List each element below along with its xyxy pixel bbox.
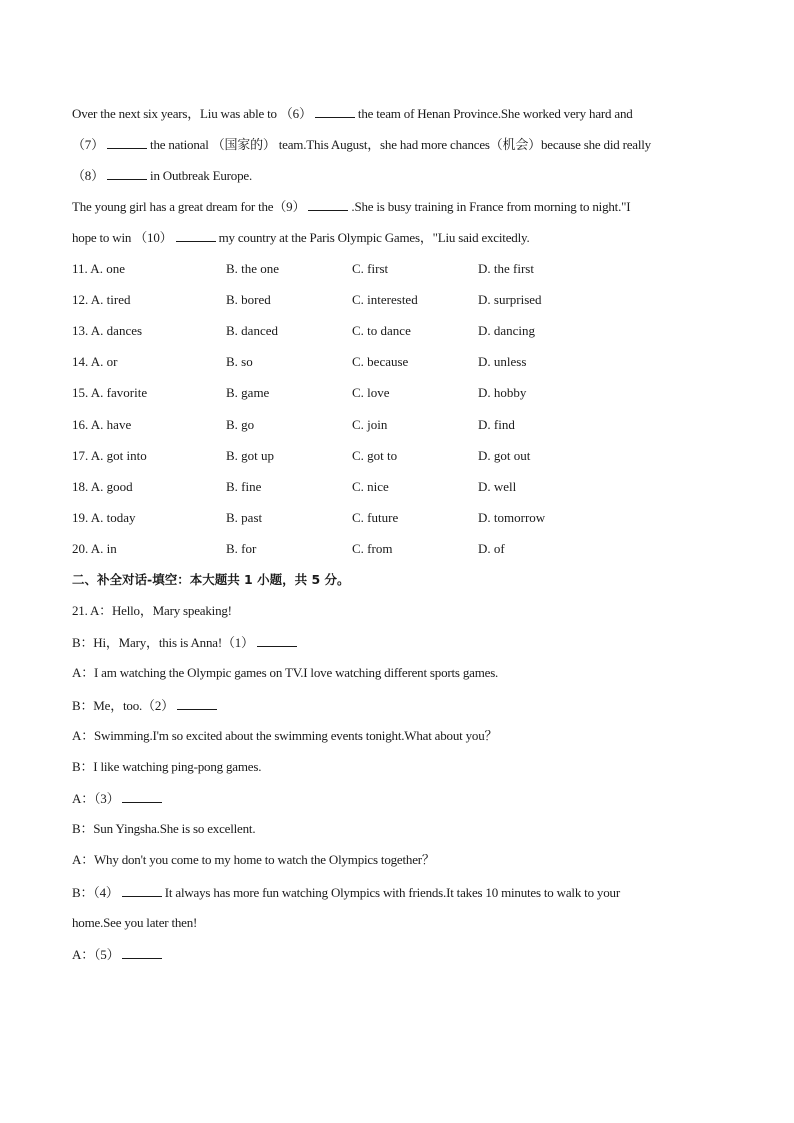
passage-text: my country at the Paris Olympic Games，"Liu said excitedly. (218, 230, 530, 245)
question-row-20 (72, 541, 732, 557)
dialogue-text: A：（5） (72, 947, 120, 962)
dialogue-line-12 (72, 946, 732, 963)
option-c[interactable]: C. because (352, 354, 409, 369)
blank-10[interactable] (176, 229, 216, 242)
option-a[interactable]: 13. A. dances (72, 323, 143, 338)
option-b[interactable]: B. so (226, 354, 253, 369)
passage-text: The young girl has a great dream for the（9） (72, 199, 306, 214)
dialogue-line-8: B：Sun Yingsha.She is so excellent. (72, 821, 256, 836)
option-d[interactable]: D. dancing (478, 323, 536, 338)
passage-text: .She is busy training in France from morning to night."I (351, 199, 631, 214)
dialogue-line-11: home.See you later then! (72, 915, 198, 930)
passage-text: the national （国家的） team.This August，she had more chances（机会）because she did really (150, 137, 651, 152)
blank-8[interactable] (107, 167, 147, 180)
dialogue-blank-2[interactable] (177, 697, 217, 710)
dialogue-line-4 (72, 697, 732, 714)
question-row-18 (72, 479, 732, 495)
question-row-11 (72, 261, 732, 277)
option-a[interactable]: 18. A. good (72, 479, 133, 494)
passage-text: Over the next six years，Liu was able to （6） (72, 106, 312, 121)
option-b[interactable]: B. fine (226, 479, 262, 494)
option-c[interactable]: C. first (352, 261, 389, 276)
option-a[interactable]: 16. A. have (72, 417, 132, 432)
option-c[interactable]: C. to dance (352, 323, 411, 338)
dialogue-text: It always has more fun watching Olympics with friends.It takes 10 minutes to walk to your (164, 885, 620, 900)
dialogue-text: B：Me，too.（2） (72, 698, 174, 713)
dialogue-line-3: A：I am watching the Olympic games on TV.I love watching different sports games. (72, 665, 499, 680)
option-a[interactable]: 14. A. or (72, 354, 118, 369)
option-a[interactable]: 17. A. got into (72, 448, 147, 463)
option-c[interactable]: C. from (352, 541, 393, 556)
option-b[interactable]: B. go (226, 417, 255, 432)
passage-line-4 (72, 198, 732, 215)
option-d[interactable]: D. tomorrow (478, 510, 546, 525)
dialogue-line-10 (72, 884, 732, 901)
option-b[interactable]: B. for (226, 541, 257, 556)
dialogue-blank-4[interactable] (122, 884, 162, 897)
dialogue-text: B：（4） (72, 885, 119, 900)
option-c[interactable]: C. interested (352, 292, 418, 307)
option-d[interactable]: D. got out (478, 448, 531, 463)
question-row-12 (72, 292, 732, 308)
dialogue-line-9: A：Why don't you come to my home to watch the Olympics together？ (72, 852, 435, 867)
dialogue-line-7 (72, 790, 732, 807)
option-a[interactable]: 15. A. favorite (72, 385, 148, 400)
blank-9[interactable] (308, 198, 348, 211)
option-b[interactable]: B. got up (226, 448, 275, 463)
dialogue-blank-5[interactable] (122, 946, 162, 959)
blank-7[interactable] (107, 136, 147, 149)
passage-text: hope to win （10） (72, 230, 173, 245)
passage-text: （7） (72, 137, 104, 152)
section-heading: 二、补全对话-填空：本大题共 1 小题，共 5 分。 (72, 572, 350, 587)
option-d[interactable]: D. find (478, 417, 515, 432)
option-a[interactable]: 20. A. in (72, 541, 117, 556)
dialogue-line-6: B：I like watching ping-pong games. (72, 759, 262, 774)
dialogue-blank-1[interactable] (257, 634, 297, 647)
question-row-13 (72, 323, 732, 339)
option-b[interactable]: B. the one (226, 261, 280, 276)
dialogue-line-5: A：Swimming.I'm so excited about the swimming events tonight.What about you？ (72, 728, 498, 743)
option-b[interactable]: B. danced (226, 323, 278, 338)
blank-6[interactable] (315, 105, 355, 118)
dialogue-line-1: 21. A：Hello，Mary speaking! (72, 603, 232, 618)
option-d[interactable]: D. well (478, 479, 517, 494)
option-b[interactable]: B. game (226, 385, 270, 400)
passage-text: in Outbreak Europe. (150, 168, 253, 183)
passage-line-1 (72, 105, 732, 122)
question-row-19 (72, 510, 732, 526)
passage-line-2 (72, 136, 732, 153)
passage-text: the team of Henan Province.She worked very hard and (357, 106, 633, 121)
option-a[interactable]: 19. A. today (72, 510, 136, 525)
dialogue-text: B：Hi，Mary，this is Anna!（1） (72, 635, 254, 650)
passage-text: （8） (72, 168, 104, 183)
option-d[interactable]: D. surprised (478, 292, 542, 307)
option-d[interactable]: D. the first (478, 261, 534, 276)
option-d[interactable]: D. hobby (478, 385, 527, 400)
dialogue-text: A：（3） (72, 791, 120, 806)
option-a[interactable]: 11. A. one (72, 261, 125, 276)
option-c[interactable]: C. join (352, 417, 388, 432)
option-b[interactable]: B. past (226, 510, 263, 525)
dialogue-line-2 (72, 634, 732, 651)
option-c[interactable]: C. nice (352, 479, 389, 494)
dialogue-blank-3[interactable] (122, 790, 162, 803)
option-d[interactable]: D. unless (478, 354, 527, 369)
question-row-16 (72, 417, 732, 433)
passage-line-5 (72, 229, 732, 246)
question-row-14 (72, 354, 732, 370)
passage-line-3 (72, 167, 732, 184)
question-row-15 (72, 385, 732, 401)
option-d[interactable]: D. of (478, 541, 505, 556)
option-c[interactable]: C. got to (352, 448, 398, 463)
option-c[interactable]: C. love (352, 385, 390, 400)
option-a[interactable]: 12. A. tired (72, 292, 131, 307)
option-c[interactable]: C. future (352, 510, 399, 525)
option-b[interactable]: B. bored (226, 292, 271, 307)
question-row-17 (72, 448, 732, 464)
